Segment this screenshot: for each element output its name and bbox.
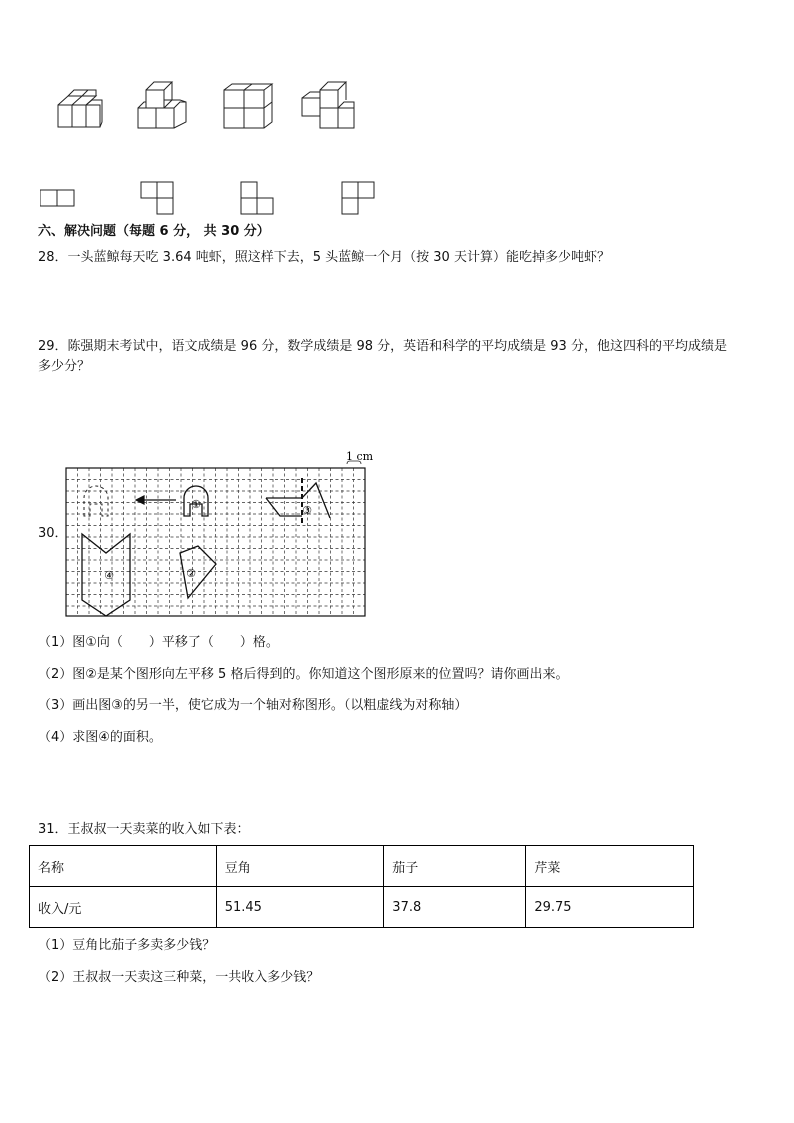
table-cell: 37.8 xyxy=(384,887,526,928)
plane-views-figure xyxy=(40,178,380,218)
cube-solids-figure xyxy=(40,72,380,142)
table-cell: 51.45 xyxy=(216,887,384,928)
section-heading: 六、解决问题（每题 6 分， 共 30 分） xyxy=(38,224,270,239)
table-cell: 收入/元 xyxy=(30,887,217,928)
question-30-sub-2: （2）图②是某个图形向左平移 5 格后得到的。你知道这个图形原来的位置吗？请你画出来。 xyxy=(38,667,569,682)
table-cell: 茄子 xyxy=(384,846,526,887)
shape-label-4: ④ xyxy=(104,569,114,582)
table-cell: 名称 xyxy=(30,846,217,887)
table-cell: 29.75 xyxy=(526,887,694,928)
cube-views-row xyxy=(40,72,380,142)
scale-label: 1 cm xyxy=(346,450,374,463)
view-1 xyxy=(40,190,74,206)
view-3 xyxy=(241,182,273,214)
question-28: 28．一头蓝鲸每天吃 3.64 吨虾，照这样下去，5 头蓝鲸一个月（按 30 天计算）能吃掉多少吨虾？ xyxy=(38,250,610,265)
income-table xyxy=(29,845,694,928)
question-29-line-1: 29．陈强期末考试中，语文成绩是 96 分，数学成绩是 98 分，英语和科学的平均成绩是 93 分，他这四科的平均成绩是 xyxy=(38,339,727,354)
view-4 xyxy=(342,182,374,214)
question-29-line-2: 多少分？ xyxy=(38,359,91,374)
question-31-intro: 31．王叔叔一天卖菜的收入如下表： xyxy=(38,822,250,837)
shape-3 xyxy=(266,483,330,518)
plane-views-row xyxy=(40,178,380,218)
question-30-sub-1: （1）图①向（ ）平移了（ ）格。 xyxy=(38,635,279,650)
question-30-number: 30． xyxy=(38,526,68,541)
cube-solid-4 xyxy=(302,82,354,128)
question-30-sub-3: （3）画出图③的另一半，使它成为一个轴对称图形。（以粗虚线为对称轴） xyxy=(38,698,468,713)
cube-solid-2 xyxy=(138,82,186,128)
question-31-sub-1: （1）豆角比茄子多卖多少钱？ xyxy=(38,938,216,953)
table-row xyxy=(30,887,694,928)
table-cell: 豆角 xyxy=(216,846,384,887)
shape-label-1: ① xyxy=(191,498,201,511)
cube-solid-3 xyxy=(224,84,272,128)
shape-label-3: ③ xyxy=(302,504,312,517)
grid-lines xyxy=(66,468,365,616)
grid-svg xyxy=(60,448,380,620)
table-cell: 芹菜 xyxy=(526,846,694,887)
view-2 xyxy=(141,182,173,214)
cube-solid-1 xyxy=(58,90,102,127)
grid-figure xyxy=(60,448,380,620)
shape-1-ghost xyxy=(84,486,108,516)
table-row xyxy=(30,846,694,887)
question-31-sub-2: （2）王叔叔一天卖这三种菜，一共收入多少钱？ xyxy=(38,970,320,985)
shape-label-2: ② xyxy=(186,567,196,580)
question-30-sub-4: （4）求图④的面积。 xyxy=(38,730,162,745)
